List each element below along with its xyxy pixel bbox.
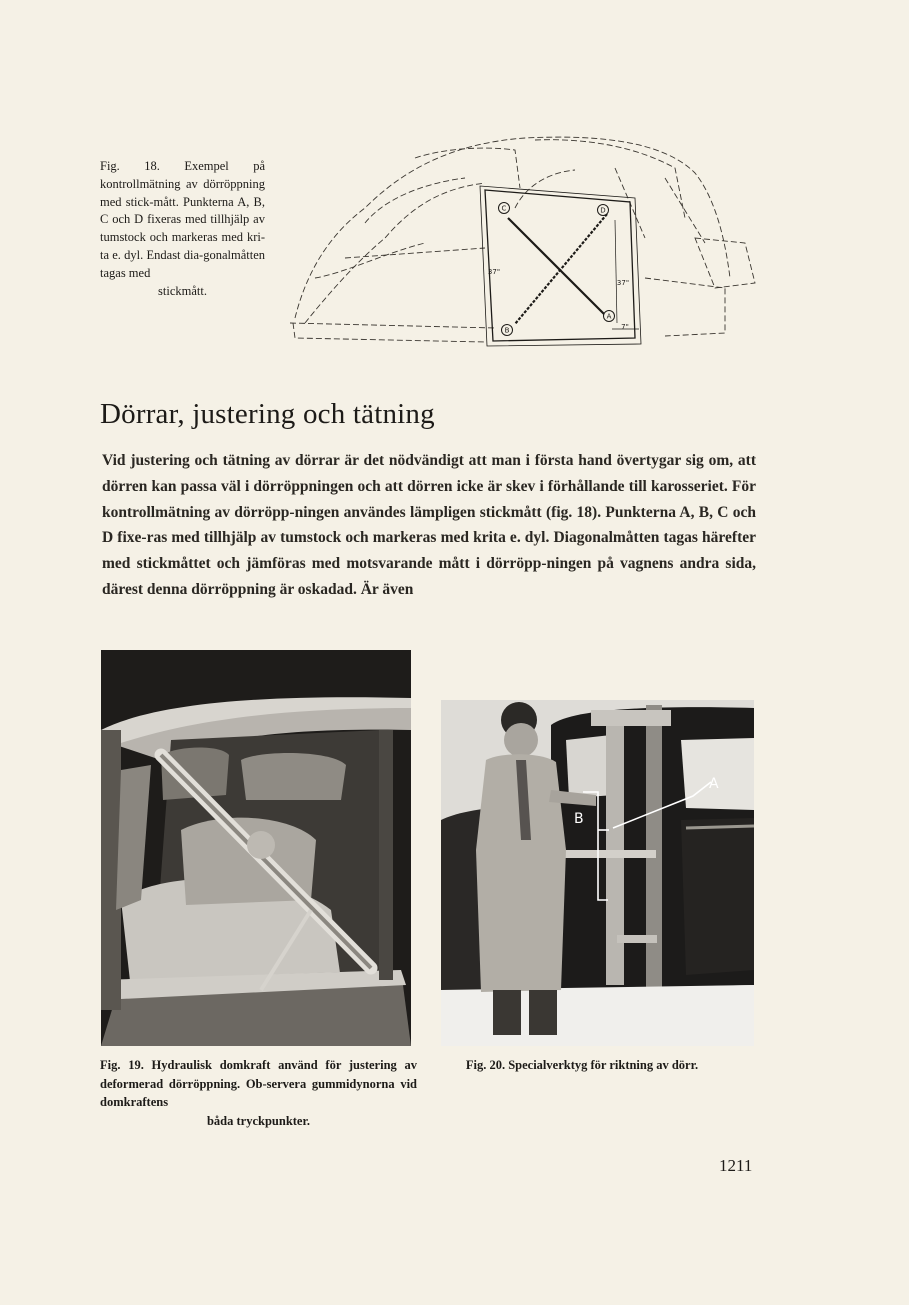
fig18-label-a: A — [606, 312, 612, 321]
fig19-caption-last: båda tryckpunkter. — [206, 1113, 311, 1128]
fig18-caption-text: Fig. 18. Exempel på kontrollmätning av dörröppning med stick-mått. Punkterna A, B, C och D fixeras med tillhjälp av tumstock och markeras med kri-ta e. dyl. Endast dia-gonalmåtten tagas med — [100, 159, 265, 280]
page-number: 1211 — [719, 1156, 753, 1175]
section-heading: Dörrar, justering och tätning — [100, 398, 435, 430]
fig20-photo — [441, 700, 754, 1046]
fig18-label-b: B — [504, 326, 510, 335]
fig18-caption-last: stickmått. — [158, 283, 207, 298]
fig20-caption: Fig. 20. Specialverktyg för riktning av dörr. — [465, 1058, 699, 1072]
fig19-caption — [100, 1056, 417, 1130]
fig18-label-c: C — [501, 204, 507, 213]
fig19-caption-text: Fig. 19. Hydraulisk domkraft använd för justering av deformerad dörröppning. Ob-servera gummidynorna vid domkraftens — [100, 1058, 417, 1109]
fig18-dim-right: 37" — [616, 279, 630, 287]
fig19-hydraulic-jack-image — [101, 650, 411, 1046]
fig20-label-a: A — [709, 776, 719, 792]
fig18-caption — [100, 158, 265, 300]
fig20-label-b: B — [574, 811, 584, 827]
fig18-label-d: D — [600, 206, 606, 215]
body-paragraph: Vid justering och tätning av dörrar är det nödvändigt att man i första hand övertygar sig om, att dörren kan passa väl i dörröppningen och att dörren icke är skev i förhållande till karosseriet. För kontrollmätning av dörröpp-ningen användes lämpligen stickmått (fig. 18). Punkterna A, B, C och D fixe-ras med tillhjälp av tumstock och markeras med krita e. dyl. Diagonalmåtten tagas härefter med stickmåttet och jämföras med motsvarande mått i dörröpp-ningen på vagnens andra sida, därest denna dörröppning är oskadad. Är även — [102, 452, 756, 598]
fig20-door-tool-image — [441, 700, 754, 1046]
fig19-photo — [101, 650, 411, 1046]
fig18-dim-bottom: 7" — [621, 323, 629, 331]
fig18-door-diagram — [285, 128, 765, 353]
fig18-dim-left: 37" — [487, 268, 501, 276]
